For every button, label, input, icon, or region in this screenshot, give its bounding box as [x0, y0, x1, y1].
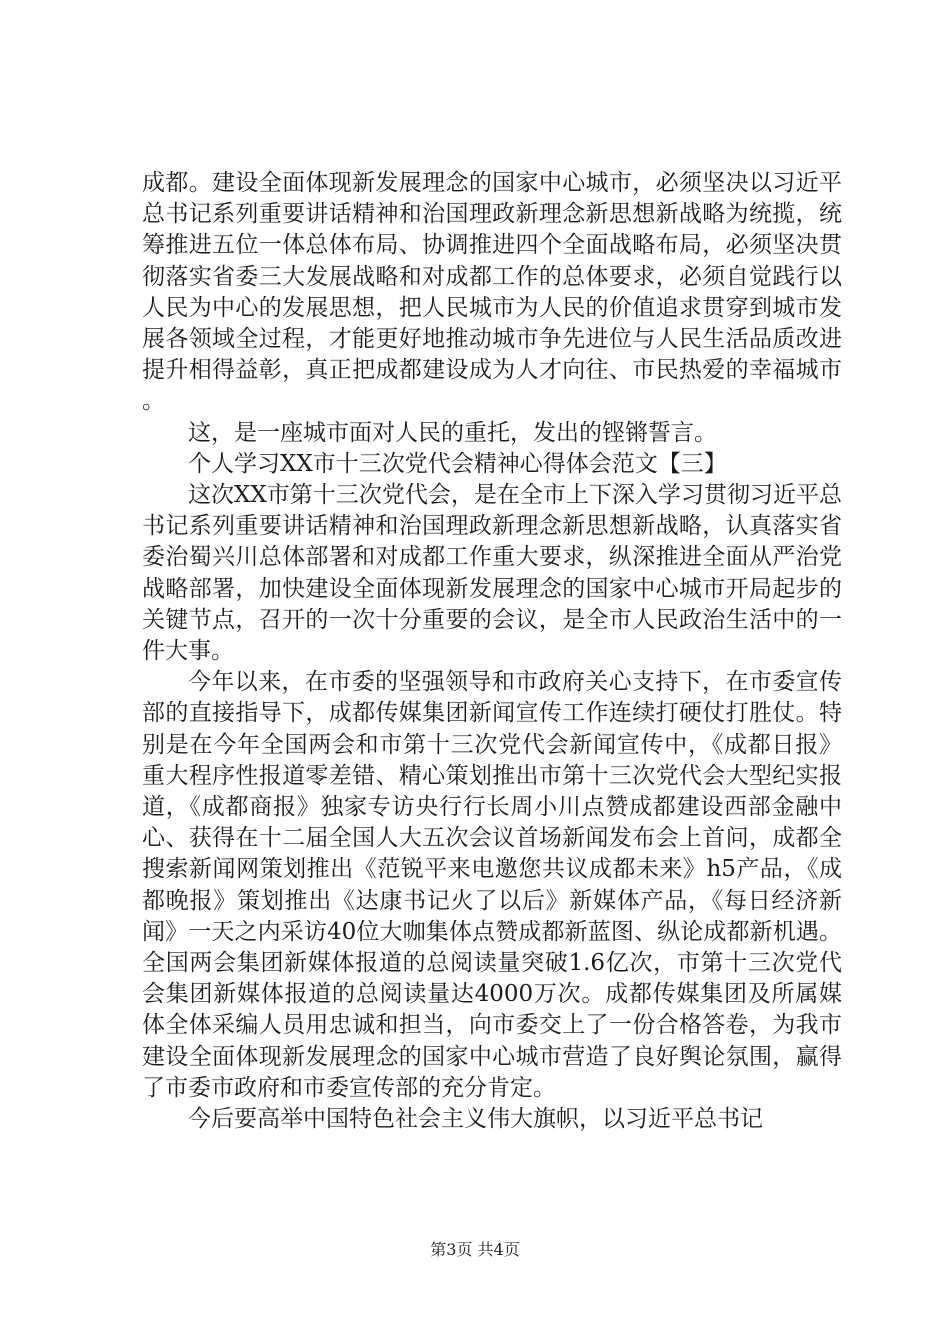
document-body [142, 168, 842, 1135]
section-heading: 个人学习XX市十三次党代会精神心得体会范文【三】 [188, 450, 727, 477]
paragraph-pledge: 这，是一座城市面对人民的重托，发出的铿锵誓言。 [188, 419, 717, 446]
paragraph-media-work: 今年以来，在市委的坚强领导和市政府关心支持下，在市委宣传部的直接指导下，成都传媒集团新闻宣传工作连续打硬仗打胜仗。特别是在今年全国两会和市第十三次党代会新闻宣传中，《成都日报》重大程序性报道零差错、精心策划推出市第十三次党代会大型纪实报道，《成都商报》独家专访央行行长周小川点赞成都建设西部金融中心、获得在十二届全国人大五次会议首场新闻发布会上首问，成都全搜索新闻网策划推出《范锐平来电邀您共议成都未来》h5产品，《成都晚报》策划推出《达康书记火了以后》新媒体产品，《每日经济新闻》一天之内采访40位大咖集体点赞成都新蓝图、纵论成都新机遇。全国两会集团新媒体报道的总阅读量突破1.6亿次，市第十三次党代会集团新媒体报道的总阅读量达4000万次。成都传媒集团及所属媒体全体采编人员用忠诚和担当，向市委交上了一份合格答卷，为我市建设全面体现新发展理念的国家中心城市营造了良好舆论氛围，赢得了市委市政府和市委宣传部的充分肯定。 [142, 669, 842, 1101]
paragraph-continuation: 成都。建设全面体现新发展理念的国家中心城市，必须坚决以习近平总书记系列重要讲话精神和治国理政新理念新思想新战略为统揽，统筹推进五位一体总体布局、协调推进四个全面战略布局，必须坚决贯彻落实省委三大发展战略和对成都工作的总体要求，必须自觉践行以人民为中心的发展思想，把人民城市为人民的价值追求贯穿到城市发展各领域全过程，才能更好地推动城市争先进位与人民生活品质改进提升相得益彰，真正把成都建设成为人才向往、市民热爱的幸福城市。 [142, 170, 842, 415]
paragraph-congress: 这次XX市第十三次党代会，是在全市上下深入学习贯彻习近平总书记系列重要讲话精神和治国理政新理念新思想新战略，认真落实省委治蜀兴川总体部署和对成都工作重大要求，纵深推进全面从严治党战略部署，加快建设全面体现新发展理念的国家中心城市开局起步的关键节点，召开的一次十分重要的会议，是全市人民政治生活中的一件大事。 [142, 482, 842, 665]
page-footer: 第3页 共4页 [430, 1240, 520, 1259]
paragraph-future: 今后要高举中国特色社会主义伟大旗帜，以习近平总书记 [188, 1106, 763, 1133]
